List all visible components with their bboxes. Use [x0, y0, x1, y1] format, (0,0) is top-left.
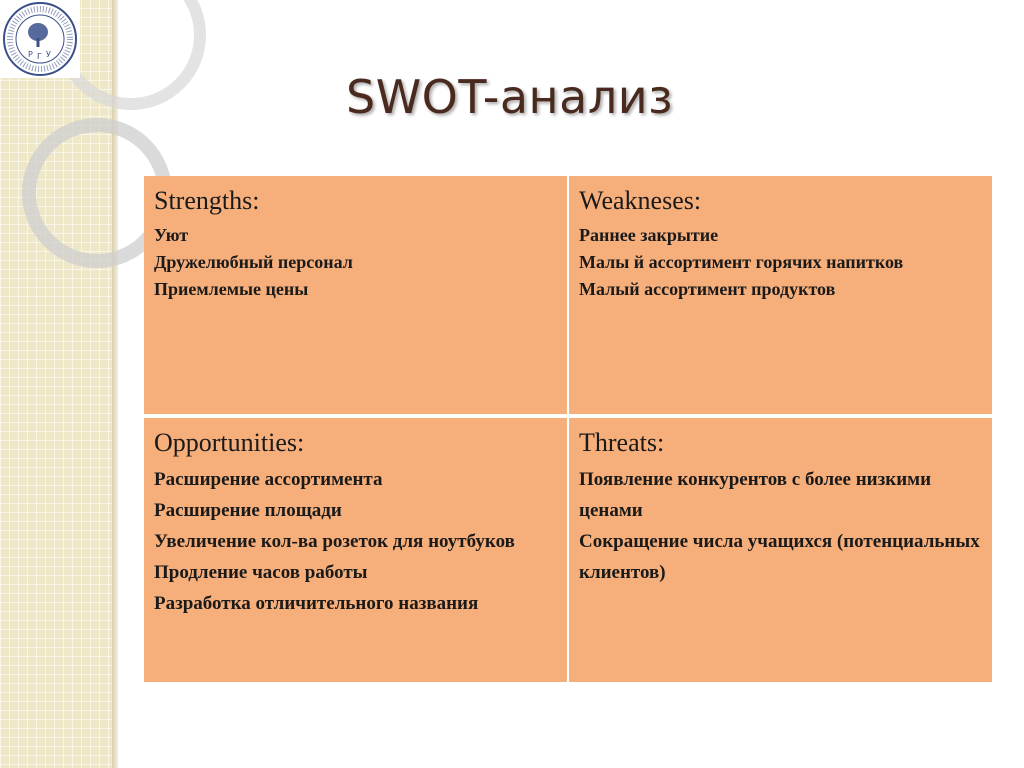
svg-text:У: У [46, 50, 51, 59]
list-item: Раннее закрытие [579, 225, 719, 245]
strengths-cell [144, 176, 567, 414]
threats-heading: Threats: [579, 428, 665, 457]
list-item: Малый ассортимент продуктов [579, 279, 836, 299]
list-item: Продление часов работы [154, 562, 368, 583]
swot-table [144, 176, 992, 682]
opportunities-list [154, 464, 557, 619]
svg-text:Г: Г [37, 52, 42, 61]
list-item: Расширение площади [154, 500, 342, 521]
list-item: Уют [154, 225, 189, 245]
university-logo [0, 0, 80, 78]
svg-text:Р: Р [28, 50, 33, 59]
decorative-strip-edge [112, 0, 118, 768]
list-item: Расширение ассортимента [154, 469, 383, 490]
opportunities-heading: Opportunities: [154, 428, 305, 457]
university-emblem-icon [0, 0, 80, 78]
strengths-heading: Strengths: [154, 186, 260, 215]
list-item: Приемлемые цены [154, 279, 309, 299]
strengths-list [154, 222, 557, 303]
list-item: Разработка отличительного названия [154, 593, 479, 614]
threats-list [579, 464, 982, 588]
slide-title: SWOT-анализ [346, 70, 674, 124]
opportunities-cell [144, 418, 567, 682]
list-item: Малы й ассортимент горячих напитков [579, 252, 904, 272]
weaknesses-list [579, 222, 982, 303]
weaknesses-cell [569, 176, 992, 414]
weaknesses-heading: Weakneses: [579, 186, 702, 215]
list-item: Увеличение кол-ва розеток для ноутбуков [154, 531, 515, 552]
list-item: Дружелюбный персонал [154, 252, 353, 272]
decorative-side-strip [0, 0, 112, 768]
list-item: Сокращение числа учащихся (потенциальных клиентов) [579, 531, 980, 583]
list-item: Появление конкурентов с более низкими ценами [579, 469, 932, 521]
threats-cell [569, 418, 992, 682]
